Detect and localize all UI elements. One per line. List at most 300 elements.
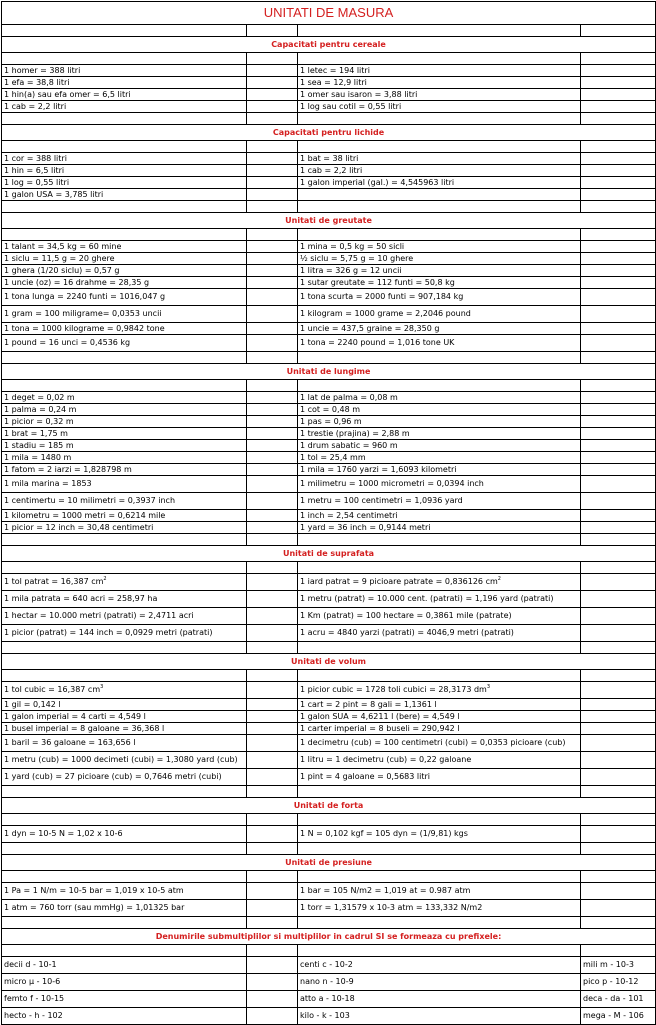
table-row — [2, 65, 656, 77]
blank-row — [2, 141, 656, 153]
empty-cell — [581, 682, 656, 699]
empty-cell — [247, 265, 298, 277]
empty-cell — [581, 265, 656, 277]
empty-cell — [298, 141, 581, 153]
empty-cell — [581, 141, 656, 153]
empty-cell — [581, 510, 656, 522]
empty-cell — [247, 534, 298, 546]
empty-cell — [247, 591, 298, 608]
unit-left: 1 baril = 36 galoane = 163,656 l — [2, 735, 247, 752]
unit-left: 1 galon imperial = 4 carti = 4,549 l — [2, 711, 247, 723]
blank-row — [2, 113, 656, 125]
empty-cell — [2, 871, 247, 883]
empty-cell — [247, 229, 298, 241]
empty-cell — [581, 562, 656, 574]
table-row — [2, 752, 656, 769]
unit-left: 1 picior = 0,32 m — [2, 416, 247, 428]
prefix-row — [2, 957, 656, 974]
table-row — [2, 165, 656, 177]
table-row — [2, 735, 656, 752]
unit-left: 1 efa = 38,8 litri — [2, 77, 247, 89]
unit-left: 1 yard (cub) = 27 picioare (cub) = 0,7646 metri (cubi) — [2, 769, 247, 786]
blank-row — [2, 53, 656, 65]
empty-cell — [298, 917, 581, 929]
empty-cell — [581, 826, 656, 843]
table-row — [2, 522, 656, 534]
empty-cell — [581, 306, 656, 323]
empty-cell — [247, 153, 298, 165]
blank-row — [2, 25, 656, 37]
empty-cell — [247, 843, 298, 855]
blank-row — [2, 843, 656, 855]
empty-cell — [581, 201, 656, 213]
unit-right — [298, 189, 581, 201]
unit-right: 1 iard patrat = 9 picioare patrate = 0,836126 $cm^2$ — [298, 574, 581, 591]
empty-cell — [247, 917, 298, 929]
empty-cell — [581, 113, 656, 125]
empty-cell — [247, 25, 298, 37]
unit-left: 1 fatom = 2 iarzi = 1,828798 m — [2, 464, 247, 476]
empty-cell — [2, 229, 247, 241]
table-row — [2, 153, 656, 165]
unit-right: 1 litru = 1 decimetru (cub) = 0,22 galoane — [298, 752, 581, 769]
unit-left: 1 ghera (1/20 siclu) = 0,57 g — [2, 265, 247, 277]
section-header-row — [2, 929, 656, 945]
prefix-middle: kilo - k - 103 — [298, 1008, 581, 1025]
unit-right: 1 pint = 4 galoane = 0,5683 litri — [298, 769, 581, 786]
empty-cell — [581, 699, 656, 711]
section-heading: Unitati de presiune — [2, 855, 656, 871]
empty-cell — [2, 352, 247, 364]
empty-cell — [247, 826, 298, 843]
empty-cell — [581, 65, 656, 77]
blank-row — [2, 352, 656, 364]
empty-cell — [247, 428, 298, 440]
unit-left: 1 cab = 2,2 litri — [2, 101, 247, 113]
table-row — [2, 476, 656, 493]
unit-left: 1 atm = 760 torr (sau mmHg) = 1,01325 bar — [2, 900, 247, 917]
table-row — [2, 493, 656, 510]
unit-left: 1 tol cubic = 16,387 $cm^3$ — [2, 682, 247, 699]
units-table — [1, 1, 656, 1025]
unit-left: 1 tona lunga = 2240 funti = 1016,047 g — [2, 289, 247, 306]
table-row — [2, 277, 656, 289]
empty-cell — [247, 335, 298, 352]
empty-cell — [581, 440, 656, 452]
empty-cell — [247, 101, 298, 113]
section-heading: Capacitati pentru lichide — [2, 125, 656, 141]
unit-right: 1 kilogram = 1000 grame = 2,2046 pound — [298, 306, 581, 323]
empty-cell — [581, 711, 656, 723]
prefix-left: micro μ - 10-6 — [2, 974, 247, 991]
table-row — [2, 89, 656, 101]
unit-left: 1 tona = 1000 kilograme = 0,9842 tone — [2, 323, 247, 335]
empty-cell — [247, 65, 298, 77]
empty-cell — [247, 625, 298, 642]
empty-cell — [247, 957, 298, 974]
empty-cell — [247, 769, 298, 786]
unit-right: 1 bar = 105 N/m2 = 1,019 at = 0.987 atm — [298, 883, 581, 900]
empty-cell — [247, 562, 298, 574]
table-row — [2, 241, 656, 253]
empty-cell — [581, 177, 656, 189]
prefix-left: hecto - h - 102 — [2, 1008, 247, 1025]
unit-left: 1 mila = 1480 m — [2, 452, 247, 464]
table-row — [2, 77, 656, 89]
section-header-row — [2, 213, 656, 229]
table-row — [2, 464, 656, 476]
unit-left: 1 dyn = 10-5 N = 1,02 x 10-6 — [2, 826, 247, 843]
section-heading: Unitati de suprafata — [2, 546, 656, 562]
unit-right: 1 inch = 2,54 centimetri — [298, 510, 581, 522]
empty-cell — [2, 786, 247, 798]
empty-cell — [581, 77, 656, 89]
unit-left: 1 picior (patrat) = 144 inch = 0,0929 metri (patrati) — [2, 625, 247, 642]
empty-cell — [247, 113, 298, 125]
unit-right: 1 uncie = 437,5 graine = 28,350 g — [298, 323, 581, 335]
empty-cell — [298, 352, 581, 364]
empty-cell — [247, 189, 298, 201]
table-row — [2, 306, 656, 323]
empty-cell — [247, 723, 298, 735]
empty-cell — [581, 752, 656, 769]
unit-left: 1 log = 0,55 litri — [2, 177, 247, 189]
empty-cell — [581, 883, 656, 900]
unit-right: 1 Km (patrat) = 100 hectare = 0,3861 mile (patrate) — [298, 608, 581, 625]
empty-cell — [247, 699, 298, 711]
empty-cell — [298, 25, 581, 37]
unit-right: 1 mina = 0,5 kg = 50 sicli — [298, 241, 581, 253]
table-row — [2, 510, 656, 522]
table-row — [2, 265, 656, 277]
empty-cell — [247, 991, 298, 1008]
empty-cell — [247, 201, 298, 213]
empty-cell — [581, 277, 656, 289]
table-row — [2, 189, 656, 201]
unit-right: 1 mila = 1760 yarzi = 1,6093 kilometri — [298, 464, 581, 476]
unit-right: 1 torr = 1,31579 x 10-3 atm = 133,332 N/m2 — [298, 900, 581, 917]
unit-left: 1 galon USA = 3,785 litri — [2, 189, 247, 201]
unit-right: 1 tol = 25,4 mm — [298, 452, 581, 464]
unit-right: 1 log sau cotil = 0,55 litri — [298, 101, 581, 113]
empty-cell — [247, 464, 298, 476]
empty-cell — [581, 335, 656, 352]
empty-cell — [2, 670, 247, 682]
empty-cell — [581, 843, 656, 855]
unit-right: 1 bat = 38 litri — [298, 153, 581, 165]
empty-cell — [581, 153, 656, 165]
empty-cell — [247, 452, 298, 464]
table-row — [2, 177, 656, 189]
table-row — [2, 723, 656, 735]
unit-left: 1 tol patrat = 16,387 $cm^2$ — [2, 574, 247, 591]
empty-cell — [247, 574, 298, 591]
unit-left: 1 kilometru = 1000 metri = 0,6214 mile — [2, 510, 247, 522]
empty-cell — [2, 380, 247, 392]
empty-cell — [247, 883, 298, 900]
empty-cell — [247, 306, 298, 323]
empty-cell — [2, 534, 247, 546]
unit-right: 1 yard = 36 inch = 0,9144 metri — [298, 522, 581, 534]
table-row — [2, 574, 656, 591]
empty-cell — [581, 253, 656, 265]
table-row — [2, 404, 656, 416]
unit-left: 1 hectar = 10.000 metri (patrati) = 2,4711 acri — [2, 608, 247, 625]
empty-cell — [247, 522, 298, 534]
empty-cell — [581, 735, 656, 752]
section-heading: Denumirile submultiplilor si multiplilor in cadrul SI se formeaza cu prefixele: — [2, 929, 656, 945]
unit-right: ½ siclu = 5,75 g = 10 ghere — [298, 253, 581, 265]
unit-right: 1 sea = 12,9 litri — [298, 77, 581, 89]
empty-cell — [298, 945, 581, 957]
empty-cell — [247, 871, 298, 883]
unit-left: 1 Pa = 1 N/m = 10-5 bar = 1,019 x 10-5 atm — [2, 883, 247, 900]
table-row — [2, 253, 656, 265]
empty-cell — [581, 89, 656, 101]
unit-left: 1 gil = 0,142 l — [2, 699, 247, 711]
blank-row — [2, 917, 656, 929]
table-row — [2, 440, 656, 452]
prefix-right: mili m - 10-3 — [581, 957, 656, 974]
empty-cell — [247, 89, 298, 101]
empty-cell — [298, 534, 581, 546]
table-row — [2, 900, 656, 917]
empty-cell — [581, 574, 656, 591]
empty-cell — [2, 141, 247, 153]
prefix-row — [2, 991, 656, 1008]
table-row — [2, 289, 656, 306]
unit-right: 1 carter imperial = 8 buseli = 290,942 l — [298, 723, 581, 735]
empty-cell — [247, 476, 298, 493]
empty-cell — [581, 945, 656, 957]
table-row — [2, 392, 656, 404]
unit-right: 1 N = 0,102 kgf = 105 dyn = (1/9,81) kgs — [298, 826, 581, 843]
empty-cell — [581, 404, 656, 416]
empty-cell — [581, 189, 656, 201]
blank-row — [2, 201, 656, 213]
unit-right: 1 metru (patrat) = 10.000 cent. (patrati) = 1,196 yard (patrati) — [298, 591, 581, 608]
unit-right: 1 pas = 0,96 m — [298, 416, 581, 428]
empty-cell — [247, 1008, 298, 1025]
unit-right: 1 trestie (prajina) = 2,88 m — [298, 428, 581, 440]
empty-cell — [247, 752, 298, 769]
unit-right: 1 litra = 326 g = 12 uncii — [298, 265, 581, 277]
section-header-row — [2, 546, 656, 562]
empty-cell — [247, 352, 298, 364]
prefix-left: decii d - 10-1 — [2, 957, 247, 974]
blank-row — [2, 871, 656, 883]
section-heading: Unitati de forta — [2, 798, 656, 814]
unit-left: 1 deget = 0,02 m — [2, 392, 247, 404]
unit-right: 1 cart = 2 pint = 8 gali = 1,1361 l — [298, 699, 581, 711]
empty-cell — [298, 113, 581, 125]
empty-cell — [581, 625, 656, 642]
table-row — [2, 416, 656, 428]
empty-cell — [247, 642, 298, 654]
empty-cell — [247, 253, 298, 265]
empty-cell — [247, 404, 298, 416]
blank-row — [2, 642, 656, 654]
empty-cell — [298, 562, 581, 574]
empty-cell — [298, 843, 581, 855]
empty-cell — [581, 25, 656, 37]
empty-cell — [2, 814, 247, 826]
unit-left: 1 mila patrata = 640 acri = 258,97 ha — [2, 591, 247, 608]
empty-cell — [247, 289, 298, 306]
empty-cell — [2, 201, 247, 213]
table-row — [2, 625, 656, 642]
section-header-row — [2, 654, 656, 670]
unit-left: 1 siclu = 11,5 g = 20 ghere — [2, 253, 247, 265]
blank-row — [2, 670, 656, 682]
section-heading: Unitati de volum — [2, 654, 656, 670]
empty-cell — [581, 452, 656, 464]
empty-cell — [247, 735, 298, 752]
empty-cell — [247, 323, 298, 335]
empty-cell — [581, 392, 656, 404]
table-row — [2, 826, 656, 843]
empty-cell — [247, 440, 298, 452]
unit-left: 1 hin(a) sau efa omer = 6,5 litri — [2, 89, 247, 101]
empty-cell — [2, 917, 247, 929]
prefix-right: deca - da - 101 — [581, 991, 656, 1008]
unit-left: 1 homer = 388 litri — [2, 65, 247, 77]
empty-cell — [247, 682, 298, 699]
table-row — [2, 591, 656, 608]
empty-cell — [247, 814, 298, 826]
table-row — [2, 428, 656, 440]
unit-left: 1 picior = 12 inch = 30,48 centimetri — [2, 522, 247, 534]
empty-cell — [581, 229, 656, 241]
blank-row — [2, 786, 656, 798]
empty-cell — [247, 177, 298, 189]
blank-row — [2, 945, 656, 957]
empty-cell — [581, 900, 656, 917]
unit-left: 1 cor = 388 litri — [2, 153, 247, 165]
unit-left: 1 talant = 34,5 kg = 60 mine — [2, 241, 247, 253]
empty-cell — [581, 493, 656, 510]
prefix-left: femto f - 10-15 — [2, 991, 247, 1008]
empty-cell — [581, 289, 656, 306]
prefix-middle: centi c - 10-2 — [298, 957, 581, 974]
empty-cell — [2, 642, 247, 654]
unit-left: 1 brat = 1,75 m — [2, 428, 247, 440]
empty-cell — [2, 25, 247, 37]
unit-left: 1 busel imperial = 8 galoane = 36,368 l — [2, 723, 247, 735]
empty-cell — [247, 670, 298, 682]
empty-cell — [581, 642, 656, 654]
unit-right: 1 decimetru (cub) = 100 centimetri (cubi) = 0,0353 picioare (cub) — [298, 735, 581, 752]
empty-cell — [247, 392, 298, 404]
empty-cell — [581, 101, 656, 113]
empty-cell — [581, 814, 656, 826]
table-row — [2, 335, 656, 352]
empty-cell — [298, 229, 581, 241]
unit-right: 1 drum sabatic = 960 m — [298, 440, 581, 452]
empty-cell — [2, 945, 247, 957]
unit-right: 1 lat de palma = 0,08 m — [298, 392, 581, 404]
section-heading: Unitati de lungime — [2, 364, 656, 380]
empty-cell — [2, 562, 247, 574]
section-header-row — [2, 37, 656, 53]
unit-right: 1 cab = 2,2 litri — [298, 165, 581, 177]
unit-left: 1 mila marina = 1853 — [2, 476, 247, 493]
empty-cell — [247, 277, 298, 289]
empty-cell — [581, 165, 656, 177]
table-row — [2, 883, 656, 900]
empty-cell — [581, 534, 656, 546]
table-row — [2, 769, 656, 786]
empty-cell — [581, 53, 656, 65]
empty-cell — [581, 591, 656, 608]
empty-cell — [247, 900, 298, 917]
unit-left: 1 palma = 0,24 m — [2, 404, 247, 416]
unit-right: 1 omer sau isaron = 3,88 litri — [298, 89, 581, 101]
unit-right: 1 sutar greutate = 112 funti = 50,8 kg — [298, 277, 581, 289]
prefix-middle: atto a - 10-18 — [298, 991, 581, 1008]
prefix-row — [2, 974, 656, 991]
empty-cell — [247, 510, 298, 522]
empty-cell — [581, 522, 656, 534]
empty-cell — [581, 723, 656, 735]
empty-cell — [581, 352, 656, 364]
table-row — [2, 711, 656, 723]
unit-right: 1 metru = 100 centimetri = 1,0936 yard — [298, 493, 581, 510]
empty-cell — [247, 711, 298, 723]
empty-cell — [247, 786, 298, 798]
empty-cell — [298, 670, 581, 682]
table-row — [2, 608, 656, 625]
empty-cell — [581, 608, 656, 625]
empty-cell — [247, 416, 298, 428]
unit-left: 1 centimertu = 10 milimetri = 0,3937 inch — [2, 493, 247, 510]
prefix-right: pico p - 10-12 — [581, 974, 656, 991]
empty-cell — [247, 141, 298, 153]
unit-left: 1 stadiu = 185 m — [2, 440, 247, 452]
empty-cell — [247, 53, 298, 65]
empty-cell — [298, 201, 581, 213]
empty-cell — [247, 608, 298, 625]
table-row — [2, 682, 656, 699]
unit-right: 1 cot = 0,48 m — [298, 404, 581, 416]
title-row — [2, 2, 656, 25]
page-title: UNITATI DE MASURA — [2, 2, 656, 25]
empty-cell — [581, 917, 656, 929]
table-row — [2, 101, 656, 113]
unit-right: 1 tona scurta = 2000 funti = 907,184 kg — [298, 289, 581, 306]
blank-row — [2, 534, 656, 546]
empty-cell — [581, 786, 656, 798]
empty-cell — [298, 53, 581, 65]
section-heading: Unitati de greutate — [2, 213, 656, 229]
section-header-row — [2, 798, 656, 814]
unit-right: 1 picior cubic = 1728 toli cubici = 28,3173 $dm^3$ — [298, 682, 581, 699]
empty-cell — [298, 786, 581, 798]
blank-row — [2, 562, 656, 574]
table-row — [2, 699, 656, 711]
empty-cell — [247, 380, 298, 392]
empty-cell — [2, 843, 247, 855]
unit-right: 1 letec = 194 litri — [298, 65, 581, 77]
empty-cell — [298, 642, 581, 654]
section-header-row — [2, 855, 656, 871]
empty-cell — [2, 53, 247, 65]
empty-cell — [581, 871, 656, 883]
unit-left: 1 metru (cub) = 1000 decimeti (cubi) = 1,3080 yard (cub) — [2, 752, 247, 769]
section-header-row — [2, 125, 656, 141]
empty-cell — [581, 670, 656, 682]
table-row — [2, 452, 656, 464]
